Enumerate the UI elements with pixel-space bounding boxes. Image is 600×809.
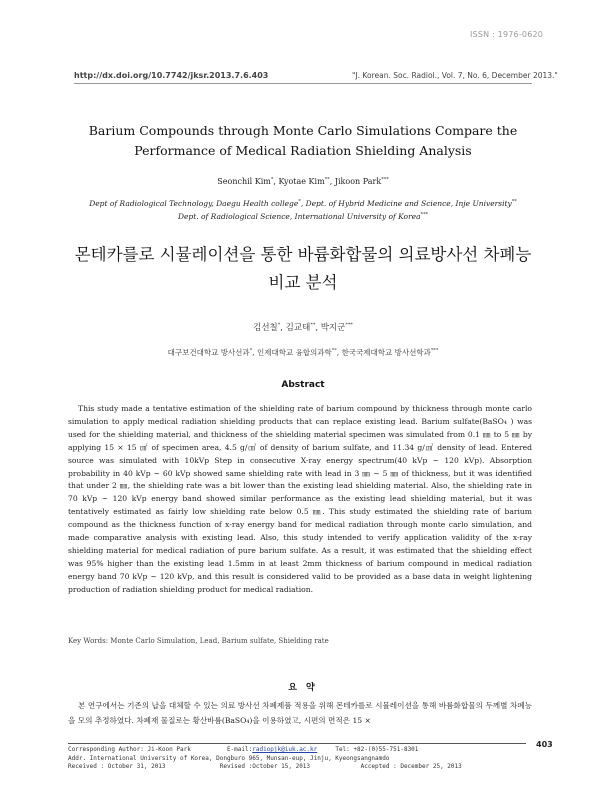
keywords: Key Words: Monte Carlo Simulation, Lead, Barium sulfate, Shielding rate bbox=[68, 637, 329, 645]
author-3-mark: *** bbox=[381, 176, 389, 183]
affiliation-line-1 bbox=[74, 197, 532, 210]
abstract-heading: Abstract bbox=[281, 380, 325, 390]
affiliation-3-mark: *** bbox=[420, 211, 429, 218]
author-ko-2: , 김교태 bbox=[280, 323, 311, 333]
title-english-line1: Barium Compounds through Monte Carlo Simulations Compare the bbox=[88, 123, 518, 138]
author-ko-3: , 박지군 bbox=[315, 323, 346, 333]
author-ko-3-mark: *** bbox=[345, 322, 353, 329]
author-2: , Kyotae Kim bbox=[273, 177, 325, 186]
title-korean bbox=[74, 241, 532, 297]
abstract-paragraph: This study made a tentative estimation of the shielding rate of barium compound by thickness through monte carlo simulation to apply medical radiation shielding products that can replace existing lead. Barium sulfate(BaSO₄ ) was used for the shielding material, and thickness of the shielding material specimen was simulated from 0.1 ㎜ to 5 ㎜ by applying 15 × 15 ㎠ of specimen area, 4.5 g/㎤ of density of barium sulfate, and 11.34 g/㎤ density of lead. Entered source was simulated with 10kVp Step in consecutive X-ray energy spectrum(40 kVp ~ 120 kVp). Absorption probability in 40 kVp ~ 60 kVp showed same shielding rate with lead in 3 ㎜ ~ 5 ㎜ of thickness, but it was identified that under 2 ㎜, the shielding rate was a bit lower than the existing lead shielding material. Also, the shielding rate in 70 kVp ~ 120 kVp energy band showed similar performance as the existing lead shielding material, but it was tentatively estimated as fairly low shielding rate below 0.5 ㎜. This study estimated the shielding rate of barium compound as the thickness function of x-ray energy band for medical radiation through monte carlo simulation, and made comparative analysis with existing lead. Also, this study intended to verify application validity of the x-ray shielding material for medical radiation of pure barium sulfate. As a result, it was estimated that the shielding effect was 95% higher than the existing lead 1.5mm in at least 2mm thickness of barium compound in medical radiation energy band 70 kVp ~ 120 kVp, and this result is considered valid to be provided as a base data in weight lightening production of radiation shielding product for medical radiation. bbox=[68, 404, 532, 594]
affiliation-ko-3: , 한국국제대학교 방사선학과 bbox=[336, 348, 431, 357]
title-korean-line2: 비교 분석 bbox=[268, 273, 338, 292]
title-english bbox=[74, 121, 532, 161]
affiliation-line-2 bbox=[74, 210, 532, 223]
affiliations-english bbox=[74, 197, 532, 223]
author-ko-2-mark: ** bbox=[310, 322, 316, 329]
footer-tel: Tel: +82-(0)55-751-8301 bbox=[317, 746, 419, 753]
author-3: , Jikoon Park bbox=[329, 177, 382, 186]
abstract-body bbox=[68, 403, 532, 597]
doi-link[interactable]: http://dx.doi.org/10.7742/jksr.2013.7.6.403 bbox=[74, 71, 269, 80]
author-ko-1-mark: * bbox=[277, 322, 281, 329]
authors-english bbox=[74, 177, 532, 186]
affiliation-1-mark: * bbox=[298, 198, 301, 205]
author-ko-1: 김선칠 bbox=[253, 323, 278, 333]
affiliation-2: , Dept. of Hybrid Medicine and Science, Inje University bbox=[300, 199, 512, 208]
korean-abstract-paragraph: 본 연구에서는 기존의 납을 대체할 수 있는 의료 방사선 차폐제품 적용을 위해 몬테카를로 시뮬레이션을 통해 바륨화합물의 두께별 차폐능을 모의 추정하였다. 차폐재 물질로는 황산바륨(BaSO₄)을 이용하였고, 시편의 면적은 15 × bbox=[68, 701, 532, 725]
author-1: Seonchil Kim bbox=[217, 177, 271, 186]
title-english-line2: Performance of Medical Radiation Shielding Analysis bbox=[134, 143, 472, 158]
affiliation-2-mark: ** bbox=[511, 198, 517, 205]
footer-author-line bbox=[68, 746, 526, 755]
affiliation-ko-1: 대구보건대학교 방사선과 bbox=[167, 348, 250, 357]
affiliation-ko-1-mark: * bbox=[249, 347, 253, 354]
correspondence-footer bbox=[68, 743, 526, 772]
header-divider bbox=[74, 83, 532, 84]
affiliations-korean bbox=[74, 347, 532, 358]
affiliation-1: Dept of Radiological Technology, Daegu Health college bbox=[89, 199, 299, 208]
korean-abstract-heading: 요 약 bbox=[288, 683, 318, 693]
author-1-mark: * bbox=[270, 176, 274, 183]
footer-dates: Received : October 31, 2013 Revised :October 15, 2013 Accepted : December 25, 2013 bbox=[68, 763, 462, 771]
page-number: 403 bbox=[536, 740, 553, 749]
title-korean-line1: 몬테카를로 시뮬레이션을 통한 바륨화합물의 의료방사선 차폐능 bbox=[74, 245, 532, 264]
footer-address: Addr. International University of Korea, Dongburo 965, Munsan-eup, Jinju, Kyeongsangnamdo bbox=[68, 754, 390, 762]
affiliation-3: Dept. of Radiological Science, International University of Korea bbox=[177, 212, 421, 221]
author-2-mark: ** bbox=[324, 176, 330, 183]
email-link[interactable]: radiopjk@iuk.ac.kr bbox=[252, 746, 318, 753]
affiliation-ko-3-mark: *** bbox=[430, 347, 439, 354]
issn-label: ISSN : 1976-0620 bbox=[470, 30, 544, 39]
affiliation-ko-2: , 인제대학교 융합의과학 bbox=[252, 348, 332, 357]
authors-korean bbox=[74, 321, 532, 333]
journal-citation: "J. Korean. Soc. Radiol., Vol. 7, No. 6, December 2013." bbox=[352, 71, 558, 80]
footer-author: Corresponding Author: Ji-Koon Park E-mail: bbox=[68, 746, 253, 753]
affiliation-ko-2-mark: ** bbox=[331, 347, 337, 354]
korean-abstract-body bbox=[68, 698, 532, 728]
